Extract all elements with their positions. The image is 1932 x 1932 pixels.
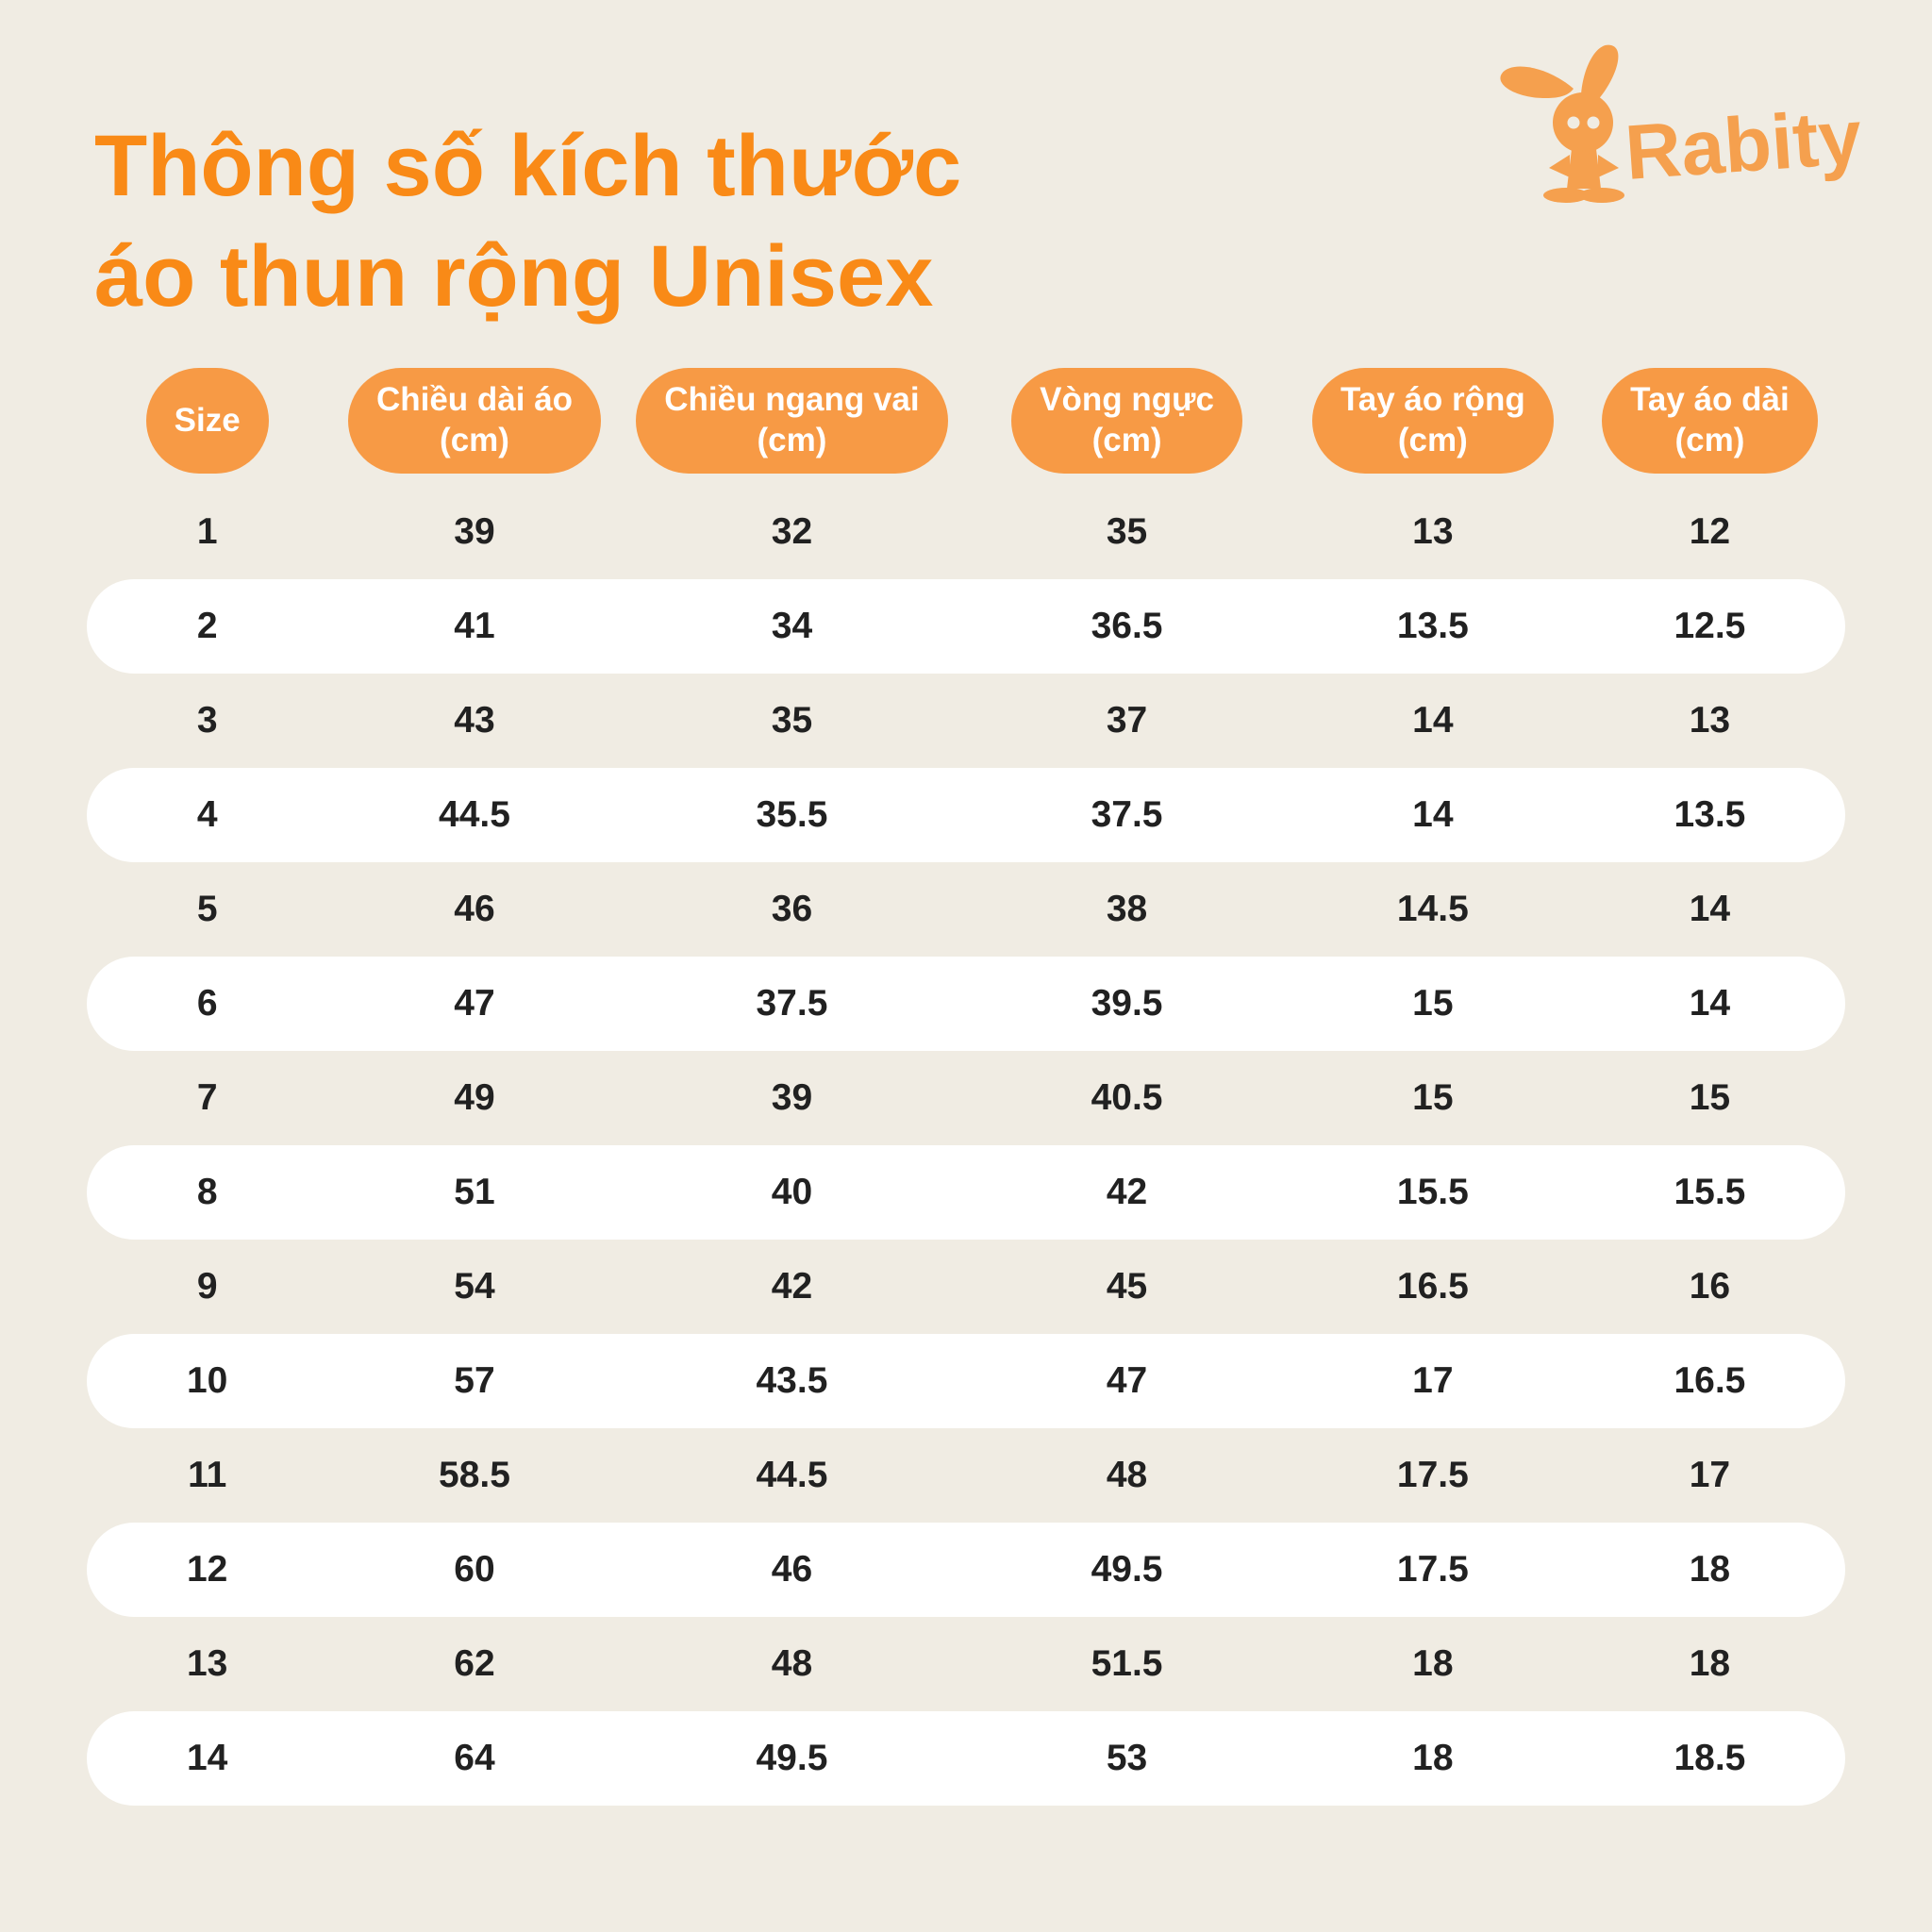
table-cell: 40: [771, 1172, 813, 1212]
column-header-unit: (cm): [1674, 422, 1745, 458]
column-header-label: Size: [174, 401, 241, 439]
table-cell: 38: [1106, 889, 1148, 929]
table-cell: 48: [771, 1643, 813, 1684]
size-cell: 8: [196, 1172, 218, 1212]
table-row: [87, 957, 1845, 1051]
column-header-pill: [1312, 368, 1554, 474]
table-cell: 13.5: [1674, 794, 1746, 835]
table-cell: 39: [454, 511, 495, 552]
table-cell: 16.5: [1674, 1360, 1746, 1401]
table-cell: 42: [1106, 1172, 1148, 1212]
table-cell: 14: [1412, 700, 1454, 741]
table-cell: 45: [1106, 1266, 1148, 1307]
table-cell: 14: [1689, 983, 1731, 1024]
table-cell: 47: [1106, 1360, 1148, 1401]
table-cell: 14: [1412, 794, 1454, 835]
table-cell: 41: [454, 606, 495, 646]
column-header-unit: (cm): [440, 422, 509, 458]
page-title-line2: áo thun rộng Unisex: [94, 228, 934, 325]
column-header-unit: (cm): [1397, 422, 1468, 458]
table-cell: 35: [1106, 511, 1148, 552]
rabity-logo: [1491, 40, 1868, 214]
table-cell: 37: [1106, 700, 1148, 741]
size-cell: 1: [196, 511, 218, 552]
table-cell: 18: [1412, 1643, 1454, 1684]
table-cell: 39: [771, 1077, 813, 1118]
table-cell: 46: [771, 1549, 813, 1590]
table-cell: 53: [1106, 1738, 1148, 1778]
table-cell: 57: [454, 1360, 495, 1401]
table-cell: 18: [1689, 1549, 1731, 1590]
table-cell: 48: [1106, 1455, 1148, 1495]
size-cell: 6: [196, 983, 218, 1024]
logo-wordmark: Rabity: [1622, 93, 1865, 196]
page-title: [94, 111, 961, 334]
table-row: [87, 1523, 1845, 1617]
size-cell: 9: [196, 1266, 218, 1307]
column-header-pill: [348, 368, 601, 474]
table-cell: 47: [454, 983, 495, 1024]
table-cell: 51.5: [1091, 1643, 1163, 1684]
table-cell: 15.5: [1396, 1172, 1469, 1212]
column-header-label: Tay áo dài: [1630, 381, 1790, 419]
table-cell: 43.5: [756, 1360, 828, 1401]
table-row: [87, 1617, 1845, 1711]
table-cell: 40.5: [1091, 1077, 1163, 1118]
table-cell: 34: [771, 606, 813, 646]
table-row: [87, 1145, 1845, 1240]
table-cell: 49.5: [1091, 1549, 1163, 1590]
table-cell: 16.5: [1396, 1266, 1469, 1307]
size-cell: 5: [196, 889, 218, 929]
table-cell: 13: [1689, 700, 1731, 741]
column-header-pill: [146, 368, 269, 474]
size-chart-table: [87, 368, 1845, 1806]
table-cell: 49.5: [756, 1738, 828, 1778]
column-header-label: Vòng ngực: [1040, 381, 1214, 419]
table-header-row: [87, 368, 1845, 474]
column-header-label: Chiều dài áo: [375, 381, 574, 419]
size-cell: 11: [188, 1455, 227, 1495]
table-row: [87, 674, 1845, 768]
header-cell: [87, 368, 327, 474]
table-row: [87, 485, 1845, 579]
table-cell: 35: [771, 700, 813, 741]
table-cell: 15: [1689, 1077, 1731, 1118]
page-title-line1: Thông số kích thước: [94, 117, 962, 214]
column-header-label: Chiều ngang vai: [664, 381, 920, 419]
table-cell: 46: [454, 889, 495, 929]
table-cell: 51: [454, 1172, 495, 1212]
size-cell: 2: [196, 606, 218, 646]
header-cell: [1574, 368, 1845, 474]
size-cell: 7: [196, 1077, 218, 1118]
column-header-pill: [1602, 368, 1818, 474]
table-cell: 18.5: [1674, 1738, 1746, 1778]
size-cell: 12: [186, 1549, 228, 1590]
column-header-unit: (cm): [757, 422, 827, 458]
size-cell: 10: [186, 1360, 228, 1401]
table-cell: 12: [1689, 511, 1731, 552]
table-cell: 36.5: [1091, 606, 1163, 646]
table-cell: 15: [1412, 1077, 1454, 1118]
table-cell: 14: [1689, 889, 1731, 929]
table-row: [87, 1428, 1845, 1523]
table-row: [87, 1240, 1845, 1334]
size-cell: 4: [196, 794, 218, 835]
table-cell: 60: [454, 1549, 495, 1590]
header-cell: [962, 368, 1291, 474]
header-cell: [622, 368, 963, 474]
size-cell: 14: [186, 1738, 228, 1778]
column-header-pill: [1011, 368, 1242, 474]
table-cell: 58.5: [439, 1455, 510, 1495]
table-cell: 35.5: [756, 794, 828, 835]
table-row: [87, 1711, 1845, 1806]
size-cell: 3: [196, 700, 218, 741]
table-cell: 37.5: [756, 983, 828, 1024]
table-cell: 17.5: [1396, 1455, 1469, 1495]
column-header-unit: (cm): [1091, 422, 1162, 458]
table-cell: 17: [1689, 1455, 1731, 1495]
table-cell: 18: [1412, 1738, 1454, 1778]
table-cell: 44.5: [439, 794, 510, 835]
table-cell: 49: [454, 1077, 495, 1118]
table-cell: 64: [454, 1738, 495, 1778]
header-cell: [1291, 368, 1574, 474]
table-cell: 37.5: [1091, 794, 1163, 835]
size-cell: 13: [186, 1643, 228, 1684]
table-body: [87, 485, 1845, 1806]
table-cell: 16: [1689, 1266, 1731, 1307]
table-cell: 18: [1689, 1643, 1731, 1684]
table-cell: 36: [771, 889, 813, 929]
table-row: [87, 862, 1845, 957]
table-row: [87, 768, 1845, 862]
column-header-pill: [636, 368, 947, 474]
table-cell: 13: [1412, 511, 1454, 552]
table-cell: 12.5: [1674, 606, 1746, 646]
table-row: [87, 1051, 1845, 1145]
table-cell: 42: [771, 1266, 813, 1307]
table-cell: 39.5: [1091, 983, 1163, 1024]
table-cell: 14.5: [1396, 889, 1469, 929]
table-cell: 15.5: [1674, 1172, 1746, 1212]
table-cell: 17: [1412, 1360, 1454, 1401]
rabbit-mascot-icon: [1500, 45, 1624, 203]
table-cell: 44.5: [756, 1455, 828, 1495]
table-cell: 15: [1412, 983, 1454, 1024]
table-cell: 32: [771, 511, 813, 552]
table-row: [87, 579, 1845, 674]
column-header-label: Tay áo rộng: [1340, 381, 1525, 419]
table-cell: 17.5: [1396, 1549, 1469, 1590]
table-cell: 62: [454, 1643, 495, 1684]
table-cell: 13.5: [1396, 606, 1469, 646]
table-cell: 54: [454, 1266, 495, 1307]
table-row: [87, 1334, 1845, 1428]
table-cell: 43: [454, 700, 495, 741]
header-cell: [327, 368, 621, 474]
